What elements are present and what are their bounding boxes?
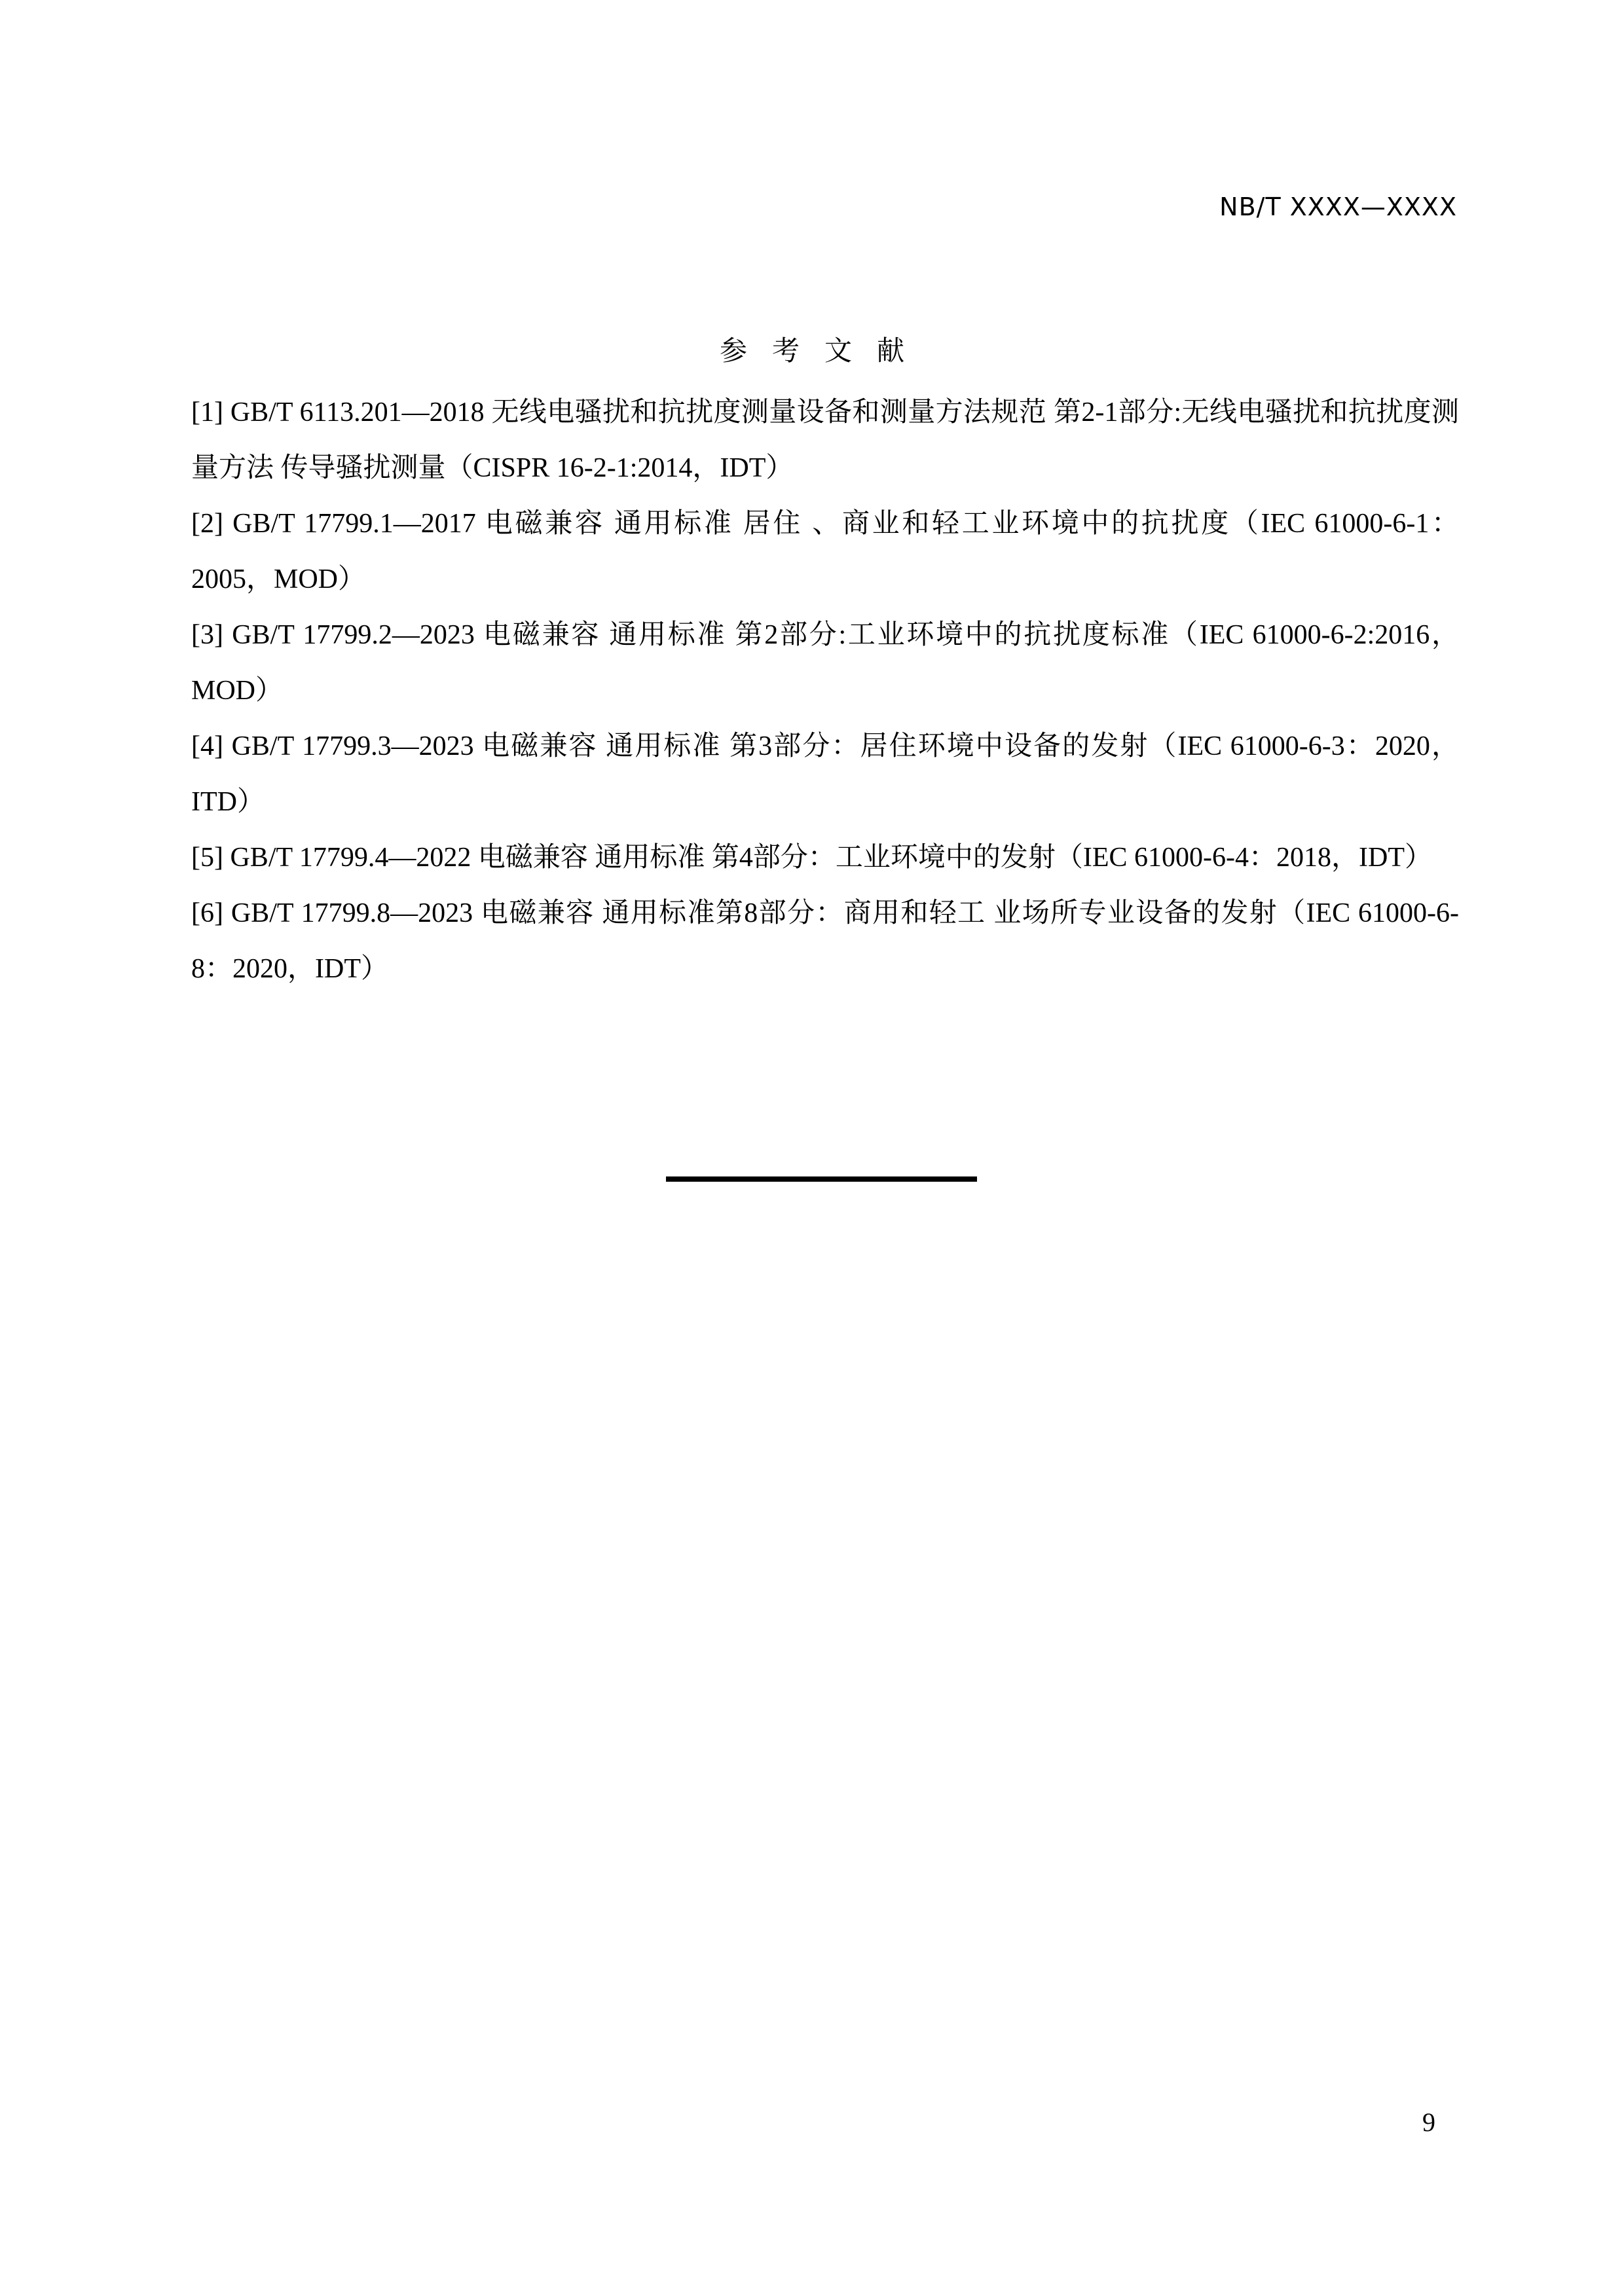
reference-item: [2] GB/T 17799.1—2017 电磁兼容 通用标准 居住 、商业和轻工业环境中的抗扰度（IEC 61000-6-1：2005，MOD）	[191, 509, 1459, 594]
reference-item: [1] GB/T 6113.201—2018 无线电骚扰和抗扰度测量设备和测量方法规范 第2-1部分:无线电骚扰和抗扰度测量方法 传导骚扰测量（CISPR 16-2-1:2014，IDT）	[191, 397, 1459, 483]
reference-list	[191, 385, 1459, 997]
standard-code-header: NB/T XXXX—XXXX	[1219, 192, 1457, 221]
section-title: 参考文献	[719, 335, 929, 367]
reference-item: [5] GB/T 17799.4—2022 电磁兼容 通用标准 第4部分：工业环境中的发射（IEC 61000-6-4：2018，IDT）	[191, 843, 1432, 873]
reference-item: [4] GB/T 17799.3—2023 电磁兼容 通用标准 第3部分：居住环境中设备的发射（IEC 61000-6-3：2020，ITD）	[191, 731, 1459, 817]
end-of-document-rule	[666, 1176, 977, 1182]
page-number: 9	[1422, 2107, 1435, 2137]
reference-item: [6] GB/T 17799.8—2023 电磁兼容 通用标准第8部分：商用和轻工 业场所专业设备的发射（IEC 61000-6-8：2020，IDT）	[191, 898, 1459, 984]
reference-item: [3] GB/T 17799.2—2023 电磁兼容 通用标准 第2部分:工业环境中的抗扰度标准（IEC 61000-6-2:2016，MOD）	[191, 620, 1459, 706]
